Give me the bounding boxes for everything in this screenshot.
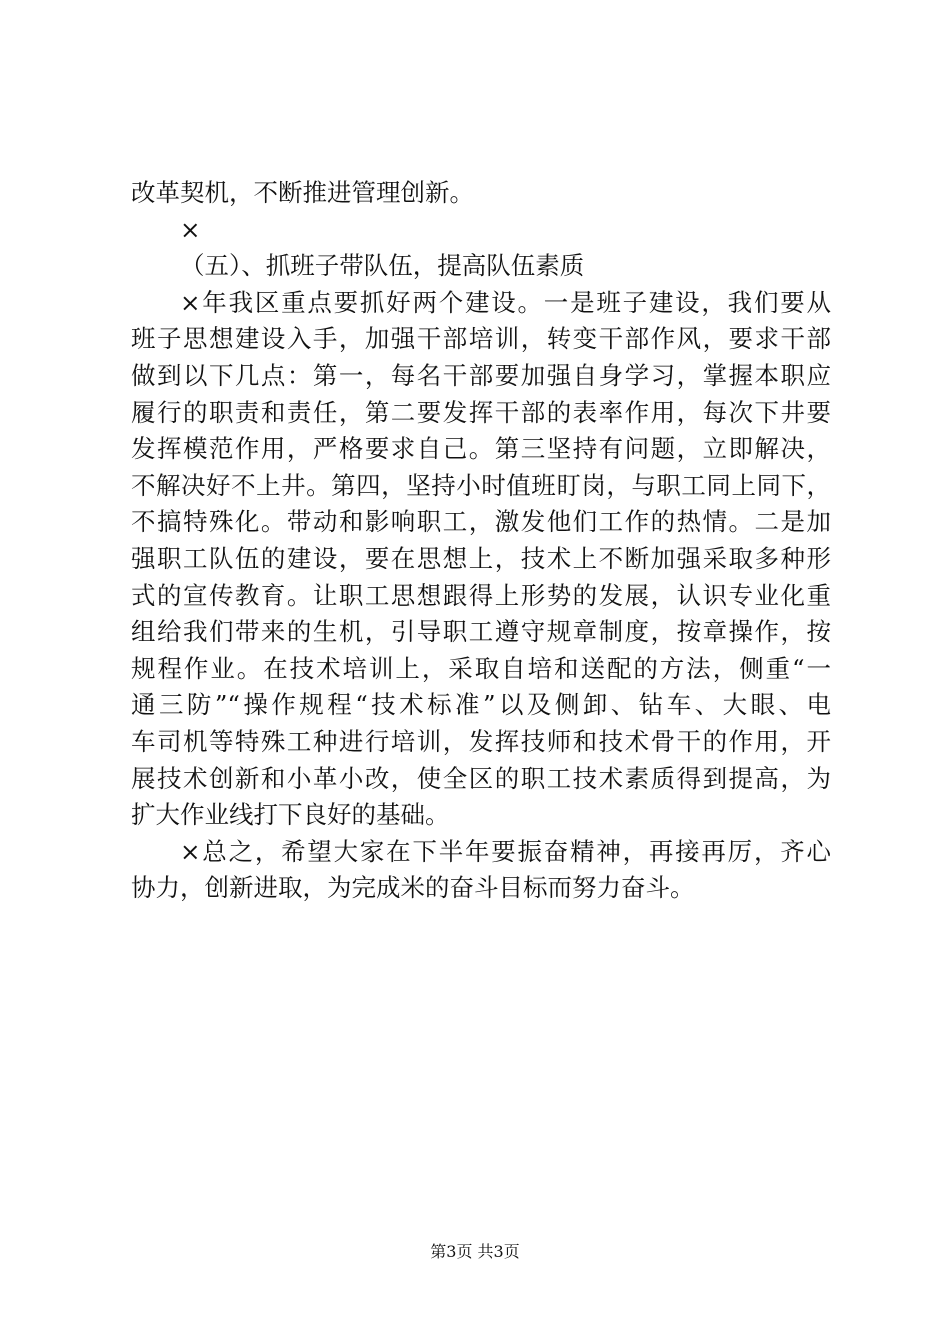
text-line: 组给我们带来的生机，引导职工遵守规章制度，按章操作，按	[131, 617, 831, 647]
text-line: 强职工队伍的建设，要在思想上，技术上不断加强采取多种形	[131, 543, 831, 573]
text-line: 班子思想建设入手，加强干部培训，转变干部作风，要求干部	[131, 324, 831, 354]
document-body	[131, 175, 831, 907]
text-line: 式的宣传教育。让职工思想跟得上形势的发展，认识专业化重	[131, 580, 831, 610]
text-line: 通三防”“操作规程“技术标准”以及侧卸、钻车、大眼、电	[131, 690, 831, 720]
text-line: 做到以下几点：第一，每名干部要加强自身学习，掌握本职应	[131, 360, 831, 390]
text-line: 发挥模范作用，严格要求自己。第三坚持有问题，立即解决，	[131, 434, 831, 464]
text-line: 车司机等特殊工种进行培训，发挥技师和技术骨干的作用，开	[131, 726, 831, 756]
text-line: 不搞特殊化。带动和影响职工，激发他们工作的热情。二是加	[131, 507, 831, 537]
text-line: 协力，创新进取，为完成米的奋斗目标而努力奋斗。	[131, 873, 695, 903]
text-line: 改革契机，不断推进管理创新。	[131, 178, 474, 207]
text-line: 不解决好不上井。第四，坚持小时值班盯岗，与职工同上同下，	[131, 470, 831, 500]
text-line: ×年我区重点要抓好两个建设。一是班子建设，我们要从	[180, 287, 831, 317]
text-line: 展技术创新和小革小改，使全区的职工技术素质得到提高，为	[131, 763, 831, 793]
page-number-footer: 第3页 共3页	[430, 1242, 520, 1261]
text-line: ×总之，希望大家在下半年要振奋精神，再接再厉，齐心	[180, 836, 831, 866]
text-line: 履行的职责和责任，第二要发挥干部的表率作用，每次下井要	[131, 397, 831, 427]
text-line: 扩大作业线打下良好的基础。	[131, 800, 450, 830]
text-line: ×	[180, 214, 201, 244]
section-heading: （五）、抓班子带队伍，提高队伍素质	[180, 251, 585, 281]
text-line: 规程作业。在技术培训上，采取自培和送配的方法，侧重“一	[131, 653, 831, 683]
